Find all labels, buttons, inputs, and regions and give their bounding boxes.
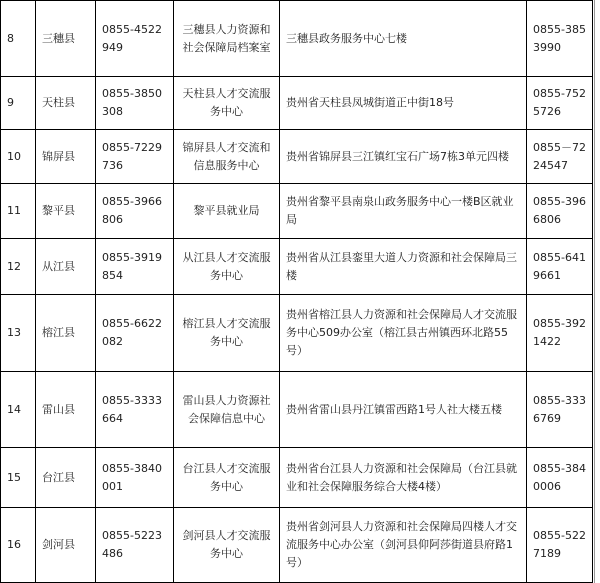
phone-number: 0855-5223486 bbox=[96, 508, 174, 583]
county-name: 台江县 bbox=[36, 448, 96, 508]
table-row bbox=[1, 130, 593, 184]
row-index: 14 bbox=[1, 372, 36, 448]
table-row bbox=[1, 77, 593, 130]
office-address: 贵州省剑河县人力资源和社会保障局四楼人才交流服务中心办公室（剑河县仰阿莎街道县府路1号） bbox=[280, 508, 527, 583]
contact-phone: 0855－7224547 bbox=[527, 130, 593, 184]
contact-phone: 0855-3921422 bbox=[527, 295, 593, 372]
office-address: 贵州省台江县人力资源和社会保障局（台江县就业和社会保障服务综合大楼4楼） bbox=[280, 448, 527, 508]
office-address: 贵州省榕江县人力资源和社会保障局人才交流服务中心509办公室（榕江县古州镇西环北路55号） bbox=[280, 295, 527, 372]
contact-phone: 0855-6419661 bbox=[527, 239, 593, 295]
table-row bbox=[1, 448, 593, 508]
county-name: 天柱县 bbox=[36, 77, 96, 130]
county-name: 榕江县 bbox=[36, 295, 96, 372]
office-address: 三穗县政务服务中心七楼 bbox=[280, 1, 527, 77]
county-name: 黎平县 bbox=[36, 184, 96, 239]
table-row bbox=[1, 372, 593, 448]
table-row bbox=[1, 239, 593, 295]
row-index: 10 bbox=[1, 130, 36, 184]
row-index: 11 bbox=[1, 184, 36, 239]
office-address: 贵州省雷山县丹江镇雷西路1号人社大楼五楼 bbox=[280, 372, 527, 448]
office-name: 三穗县人力资源和社会保障局档案室 bbox=[174, 1, 280, 77]
office-name: 锦屏县人才交流和信息服务中心 bbox=[174, 130, 280, 184]
page-edge-divider bbox=[594, 0, 595, 583]
office-name: 剑河县人才交流服务中心 bbox=[174, 508, 280, 583]
office-address: 贵州省天柱县凤城街道正中街18号 bbox=[280, 77, 527, 130]
phone-number: 0855-3850308 bbox=[96, 77, 174, 130]
contact-phone: 0855-3336769 bbox=[527, 372, 593, 448]
table-row bbox=[1, 184, 593, 239]
office-name: 雷山县人力资源社会保障信息中心 bbox=[174, 372, 280, 448]
office-address: 贵州省黎平县南泉山政务服务中心一楼B区就业局 bbox=[280, 184, 527, 239]
phone-number: 0855-3919854 bbox=[96, 239, 174, 295]
phone-number: 0855-3966806 bbox=[96, 184, 174, 239]
county-name: 锦屏县 bbox=[36, 130, 96, 184]
row-index: 15 bbox=[1, 448, 36, 508]
contact-phone: 0855-3966806 bbox=[527, 184, 593, 239]
phone-number: 0855-4522949 bbox=[96, 1, 174, 77]
office-name: 台江县人才交流服务中心 bbox=[174, 448, 280, 508]
office-name: 天柱县人才交流服务中心 bbox=[174, 77, 280, 130]
table-row bbox=[1, 508, 593, 583]
phone-number: 0855-7229736 bbox=[96, 130, 174, 184]
office-name: 从江县人才交流服务中心 bbox=[174, 239, 280, 295]
office-name: 榕江县人才交流服务中心 bbox=[174, 295, 280, 372]
table-row bbox=[1, 1, 593, 77]
office-address: 贵州省锦屏县三江镇红宝石广场7栋3单元四楼 bbox=[280, 130, 527, 184]
contact-phone: 0855-5227189 bbox=[527, 508, 593, 583]
county-name: 三穗县 bbox=[36, 1, 96, 77]
office-name: 黎平县就业局 bbox=[174, 184, 280, 239]
row-index: 12 bbox=[1, 239, 36, 295]
county-name: 雷山县 bbox=[36, 372, 96, 448]
county-name: 从江县 bbox=[36, 239, 96, 295]
contact-phone: 0855-7525726 bbox=[527, 77, 593, 130]
contact-phone: 0855-3853990 bbox=[527, 1, 593, 77]
row-index: 9 bbox=[1, 77, 36, 130]
row-index: 16 bbox=[1, 508, 36, 583]
phone-number: 0855-6622082 bbox=[96, 295, 174, 372]
phone-number: 0855-3333664 bbox=[96, 372, 174, 448]
row-index: 13 bbox=[1, 295, 36, 372]
county-name: 剑河县 bbox=[36, 508, 96, 583]
row-index: 8 bbox=[1, 1, 36, 77]
contact-phone: 0855-3840006 bbox=[527, 448, 593, 508]
office-address: 贵州省从江县銮里大道人力资源和社会保障局三楼 bbox=[280, 239, 527, 295]
table-row bbox=[1, 295, 593, 372]
phone-number: 0855-3840001 bbox=[96, 448, 174, 508]
